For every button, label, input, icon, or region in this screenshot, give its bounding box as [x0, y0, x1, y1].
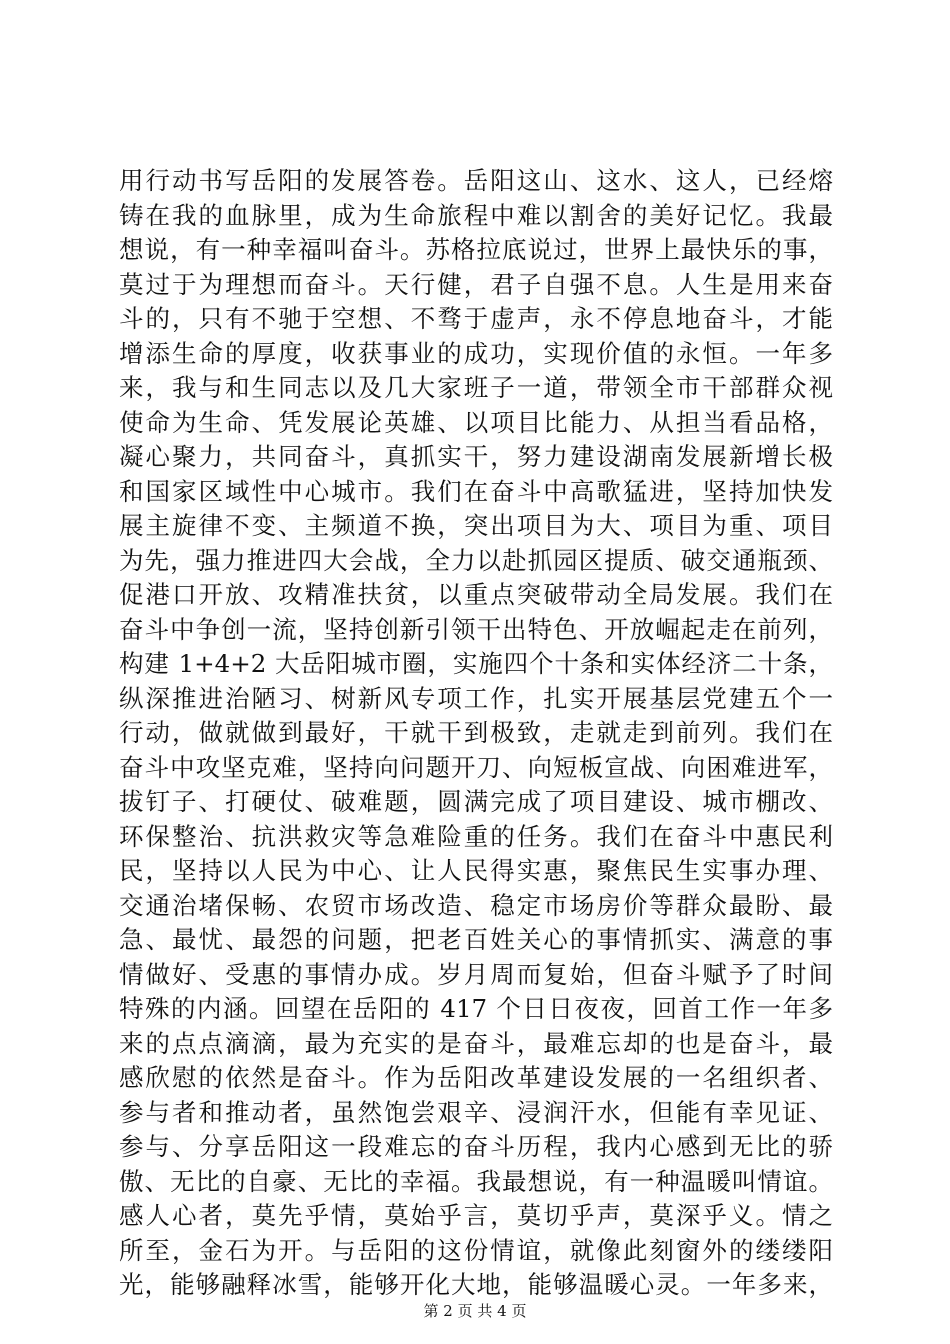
- text-line: 参与者和推动者，虽然饱尝艰辛、浸润汗水，但能有幸见证、: [119, 1097, 833, 1127]
- body-text: [119, 164, 833, 1303]
- text-line: 斗的，只有不驰于空想、不骛于虚声，永不停息地奋斗，才能: [119, 304, 833, 333]
- text-line: 和国家区域性中心城市。我们在奋斗中高歌猛进，坚持加快发: [119, 476, 833, 506]
- text-line: 来，我与和生同志以及几大家班子一道，带领全市干部群众视: [119, 373, 833, 402]
- text-line: 急、最忧、最怨的问题，把老百姓关心的事情抓实、满意的事: [119, 925, 833, 954]
- text-line: 展主旋律不变、主频道不换，突出项目为大、项目为重、项目: [119, 511, 833, 540]
- text-line: 特殊的内涵。回望在岳阳的 417 个日日夜夜，回首工作一年多: [119, 994, 833, 1023]
- text-line: 环保整治、抗洪救灾等急难险重的任务。我们在奋斗中惠民利: [119, 821, 833, 851]
- text-line: 使命为生命、凭发展论英雄、以项目比能力、从担当看品格，: [119, 407, 833, 437]
- text-line: 凝心聚力，共同奋斗，真抓实干，努力建设湖南发展新增长极: [119, 442, 833, 471]
- text-line: 奋斗中攻坚克难，坚持向问题开刀、向短板宣战、向困难进军，: [119, 752, 833, 782]
- text-line: 光，能够融释冰雪，能够开化大地，能够温暖心灵。一年多来，: [119, 1270, 833, 1299]
- text-line: 参与、分享岳阳这一段难忘的奋斗历程，我内心感到无比的骄: [119, 1132, 833, 1161]
- text-line: 拔钉子、打硬仗、破难题，圆满完成了项目建设、城市棚改、: [119, 787, 833, 816]
- text-line: 构建 1+4+2 大岳阳城市圈，实施四个十条和实体经济二十条，: [119, 649, 833, 678]
- text-line: 交通治堵保畅、农贸市场改造、稳定市场房价等群众最盼、最: [119, 890, 833, 920]
- text-line: 来的点点滴滴，最为充实的是奋斗，最难忘却的也是奋斗，最: [119, 1028, 833, 1058]
- text-line: 铸在我的血脉里，成为生命旅程中难以割舍的美好记忆。我最: [119, 200, 833, 230]
- text-line: 促港口开放、攻精准扶贫，以重点突破带动全局发展。我们在: [119, 580, 833, 609]
- text-line: 奋斗中争创一流，坚持创新引领干出特色、开放崛起走在前列，: [119, 614, 833, 644]
- text-line: 增添生命的厚度，收获事业的成功，实现价值的永恒。一年多: [119, 338, 833, 368]
- text-line: 行动，做就做到最好，干就干到极致，走就走到前列。我们在: [119, 718, 833, 747]
- text-line: 傲、无比的自豪、无比的幸福。我最想说，有一种温暖叫情谊。: [119, 1166, 833, 1196]
- text-line: 莫过于为理想而奋斗。天行健，君子自强不息。人生是用来奋: [119, 269, 833, 299]
- text-line: 想说，有一种幸福叫奋斗。苏格拉底说过，世界上最快乐的事，: [119, 235, 833, 264]
- text-line: 所至，金石为开。与岳阳的这份情谊，就像此刻窗外的缕缕阳: [119, 1235, 833, 1265]
- text-line: 为先，强力推进四大会战，全力以赴抓园区提质、破交通瓶颈、: [119, 545, 833, 575]
- text-line: 民，坚持以人民为中心、让人民得实惠，聚焦民生实事办理、: [119, 856, 833, 885]
- page-footer: 第 2 页 共 4 页: [423, 1302, 527, 1320]
- text-line: 纵深推进治陋习、树新风专项工作，扎实开展基层党建五个一: [119, 683, 833, 713]
- text-line: 用行动书写岳阳的发展答卷。岳阳这山、这水、这人，已经熔: [119, 166, 833, 195]
- text-line: 感欣慰的依然是奋斗。作为岳阳改革建设发展的一名组织者、: [119, 1063, 833, 1092]
- text-line: 情做好、受惠的事情办成。岁月周而复始，但奋斗赋予了时间: [119, 959, 833, 989]
- text-line: 感人心者，莫先乎情，莫始乎言，莫切乎声，莫深乎义。情之: [119, 1201, 833, 1230]
